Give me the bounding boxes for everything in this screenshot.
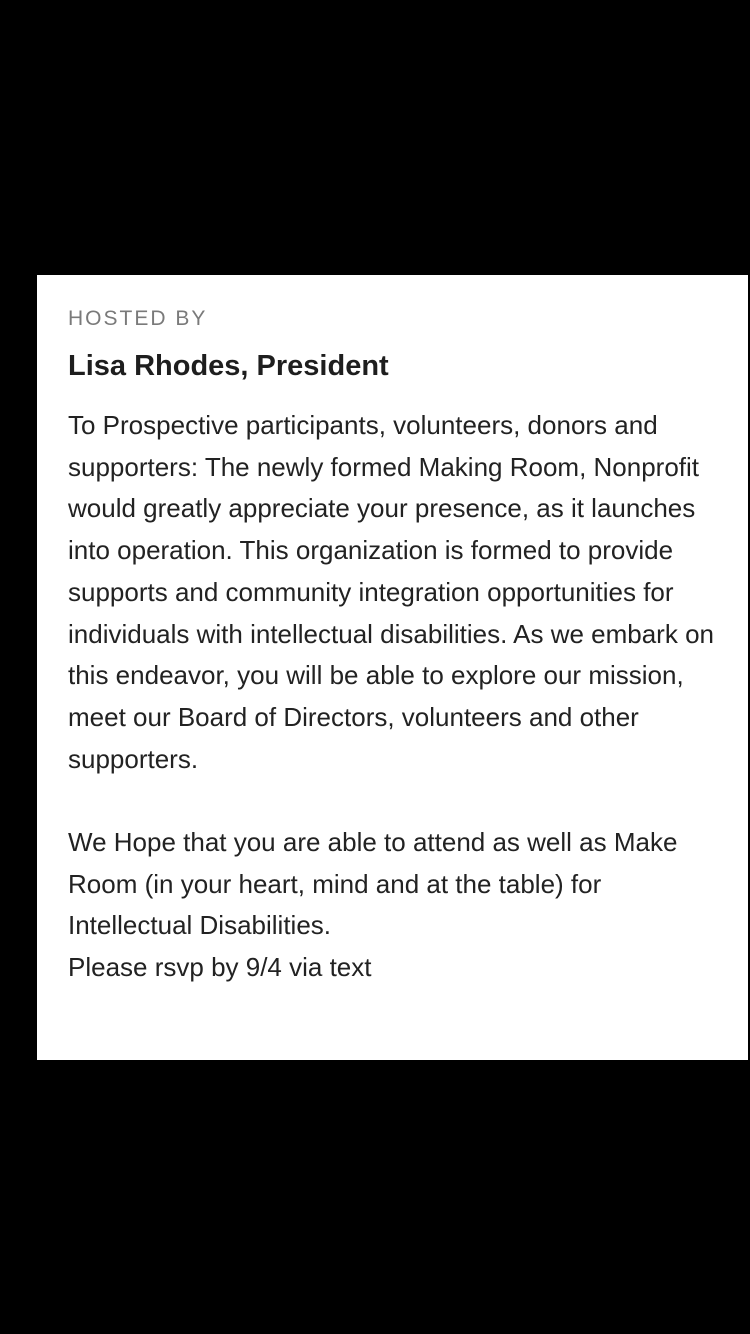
hosted-by-label: HOSTED BY [68,307,208,330]
description-paragraph: We Hope that you are able to attend as well as Make Room (in your heart, mind and at the table) for Intellectual Disabilities. [68,827,678,941]
hosted-by-card [37,275,748,1060]
description-paragraph: To Prospective participants, volunteers, donors and supporters: The newly formed Making Room, Nonprofit would greatly appreciate your presence, as it launches into operation. This organization is formed to provide supports and community integration opportunities for individuals with intellectual disabilities. As we embark on this endeavor, you will be able to explore our mission, meet our Board of Directors, volunteers and other supporters. [68,410,714,774]
host-name: Lisa Rhodes, President [68,350,389,382]
rsvp-note: Please rsvp by 9/4 via text [68,952,372,983]
paragraph-spacer [68,780,718,822]
event-description [68,405,718,989]
